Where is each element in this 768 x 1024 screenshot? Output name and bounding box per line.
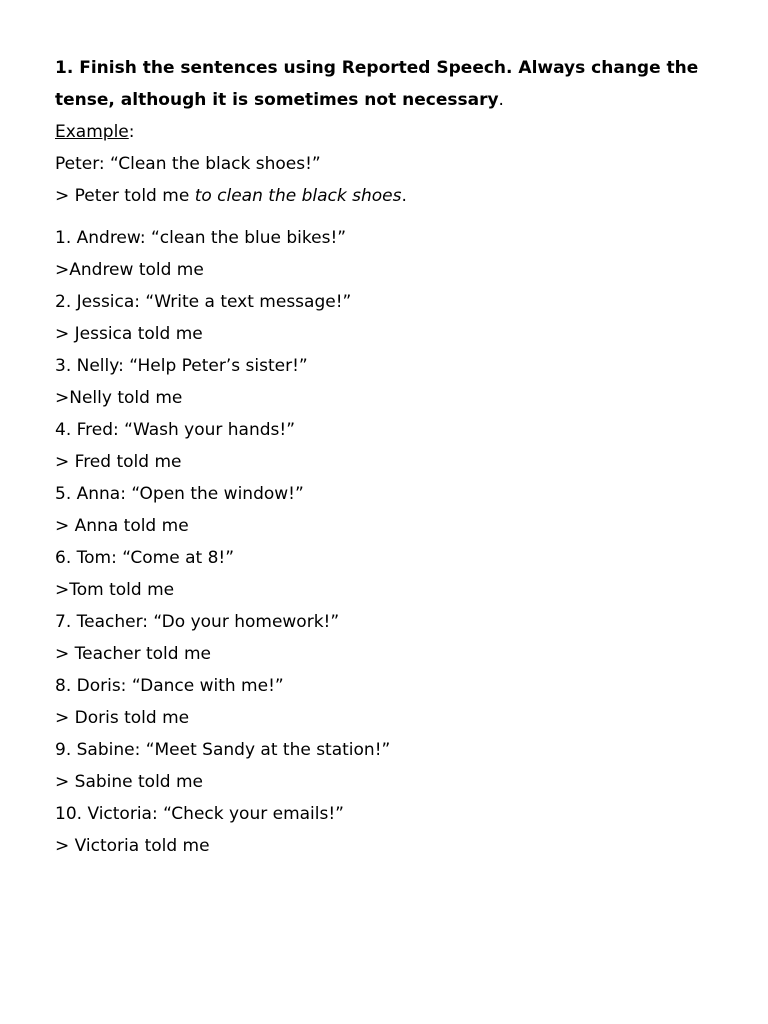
example-answer-prefix: > Peter told me (55, 186, 195, 206)
example-answer-suffix: . (401, 186, 407, 206)
exercise-prompt: > Fred told me (55, 452, 182, 472)
exercise-quote: 5. Anna: “Open the window!” (55, 484, 304, 504)
exercise-quote: 6. Tom: “Come at 8!” (55, 548, 235, 568)
exercise-instruction (55, 52, 735, 116)
exercise-prompt: > Doris told me (55, 708, 190, 728)
exercise-prompt: > Teacher told me (55, 644, 211, 664)
exercise-quote: 4. Fred: “Wash your hands!” (55, 420, 296, 440)
example-answer-italic: to clean the black shoes (194, 186, 402, 206)
exercise-prompt: >Andrew told me (55, 260, 204, 280)
exercise-quote: 10. Victoria: “Check your emails!” (55, 804, 344, 824)
example-heading (55, 116, 735, 148)
exercise-quote: 2. Jessica: “Write a text message!” (55, 292, 352, 312)
exercise-prompt: >Tom told me (55, 580, 175, 600)
exercise-prompt: > Anna told me (55, 516, 189, 536)
exercise-quote: 8. Doris: “Dance with me!” (55, 676, 284, 696)
example-colon: : (128, 122, 135, 142)
exercise-prompt: > Victoria told me (55, 836, 210, 856)
exercise-prompt: > Sabine told me (55, 772, 204, 792)
exercise-quote: 1. Andrew: “clean the blue bikes!” (55, 228, 347, 248)
exercise-quote: 9. Sabine: “Meet Sandy at the station!” (55, 740, 391, 760)
example-label: Example (55, 122, 129, 142)
exercise-prompt: >Nelly told me (55, 388, 183, 408)
instruction-text: 1. Finish the sentences using Reported Speech. Always change the tense, although it is sometimes not necessary (55, 58, 699, 110)
exercise-quote: 7. Teacher: “Do your homework!” (55, 612, 340, 632)
example-answer (55, 180, 735, 212)
exercise-list (55, 222, 735, 862)
exercise-quote: 3. Nelly: “Help Peter’s sister!” (55, 356, 308, 376)
example-quote: Peter: “Clean the black shoes!” (55, 154, 321, 174)
instruction-period: . (498, 90, 504, 110)
exercise-prompt: > Jessica told me (55, 324, 203, 344)
worksheet (55, 52, 735, 862)
